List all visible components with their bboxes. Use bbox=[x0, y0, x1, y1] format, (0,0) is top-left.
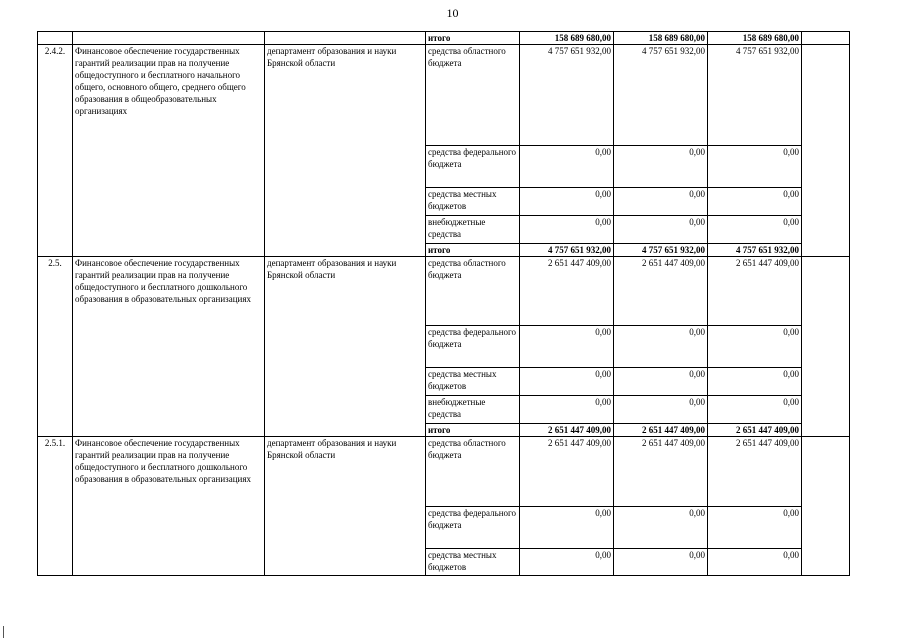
amount-cell: 4 757 651 932,00 bbox=[614, 45, 708, 146]
page-number: 10 bbox=[446, 6, 459, 20]
amount-cell: 4 757 651 932,00 bbox=[520, 244, 614, 257]
amount-cell: 0,00 bbox=[614, 368, 708, 396]
item-name: Финансовое обеспечение государственных гарантий реализации прав на получение общедоступного и бесплатного начального общего, основного общего, среднего общего образования в общеобразовательных организациях bbox=[73, 45, 265, 257]
amount-cell: 158 689 680,00 bbox=[614, 32, 708, 45]
amount-cell: 2 651 447 409,00 bbox=[614, 424, 708, 437]
source-label: итого bbox=[426, 244, 520, 257]
table-row bbox=[38, 437, 850, 507]
scan-margin-mark bbox=[3, 626, 4, 638]
source-label: средства местных бюджетов bbox=[426, 549, 520, 576]
source-label: средства федерального бюджета bbox=[426, 507, 520, 549]
amount-cell: 2 651 447 409,00 bbox=[520, 424, 614, 437]
amount-cell: 2 651 447 409,00 bbox=[708, 437, 802, 507]
source-label: итого bbox=[426, 424, 520, 437]
source-label: средства местных бюджетов bbox=[426, 188, 520, 216]
source-label: средства местных бюджетов bbox=[426, 368, 520, 396]
item-code: 2.5. bbox=[38, 257, 73, 437]
amount-cell: 0,00 bbox=[708, 326, 802, 368]
amount-cell: 0,00 bbox=[614, 549, 708, 576]
item-executor: департамент образования и науки Брянской области bbox=[265, 257, 426, 437]
amount-cell: 0,00 bbox=[520, 188, 614, 216]
item-code: 2.5.1. bbox=[38, 437, 73, 576]
amount-cell: 0,00 bbox=[708, 368, 802, 396]
amount-cell: 0,00 bbox=[614, 188, 708, 216]
amount-cell: 2 651 447 409,00 bbox=[614, 257, 708, 326]
amount-cell: 0,00 bbox=[708, 507, 802, 549]
item-name: Финансовое обеспечение государственных гарантий реализации прав на получение общедоступного и бесплатного дошкольного образования в образовательных организациях bbox=[73, 257, 265, 437]
amount-cell: 0,00 bbox=[520, 507, 614, 549]
amount-cell: 2 651 447 409,00 bbox=[708, 424, 802, 437]
amount-cell: 2 651 447 409,00 bbox=[708, 257, 802, 326]
amount-cell: 0,00 bbox=[614, 326, 708, 368]
source-label: внебюджетные средства bbox=[426, 396, 520, 424]
amount-cell: 4 757 651 932,00 bbox=[614, 244, 708, 257]
item-executor: департамент образования и науки Брянской области bbox=[265, 437, 426, 576]
source-label: средства федерального бюджета bbox=[426, 326, 520, 368]
source-label: внебюджетные средства bbox=[426, 216, 520, 244]
amount-cell: 0,00 bbox=[520, 396, 614, 424]
amount-cell: 2 651 447 409,00 bbox=[520, 257, 614, 326]
amount-cell: 0,00 bbox=[708, 188, 802, 216]
amount-cell: 0,00 bbox=[708, 549, 802, 576]
source-label: средства областного бюджета bbox=[426, 45, 520, 146]
carried-total-row bbox=[38, 32, 850, 45]
amount-cell: 0,00 bbox=[520, 146, 614, 188]
amount-cell: 158 689 680,00 bbox=[708, 32, 802, 45]
amount-cell: 2 651 447 409,00 bbox=[520, 437, 614, 507]
amount-cell: 0,00 bbox=[708, 396, 802, 424]
source-label: итого bbox=[426, 32, 520, 45]
source-label: средства федерального бюджета bbox=[426, 146, 520, 188]
item-executor: департамент образования и науки Брянской области bbox=[265, 45, 426, 257]
amount-cell: 2 651 447 409,00 bbox=[614, 437, 708, 507]
amount-cell: 0,00 bbox=[708, 216, 802, 244]
item-code: 2.4.2. bbox=[38, 45, 73, 257]
amount-cell: 158 689 680,00 bbox=[520, 32, 614, 45]
source-label: средства областного бюджета bbox=[426, 257, 520, 326]
amount-cell: 0,00 bbox=[520, 549, 614, 576]
amount-cell: 0,00 bbox=[614, 146, 708, 188]
amount-cell: 0,00 bbox=[614, 396, 708, 424]
table-row bbox=[38, 257, 850, 326]
budget-table bbox=[37, 31, 850, 576]
amount-cell: 4 757 651 932,00 bbox=[708, 45, 802, 146]
item-name: Финансовое обеспечение государственных гарантий реализации прав на получение общедоступного и бесплатного дошкольного образования в образовательных организациях bbox=[73, 437, 265, 576]
table-row bbox=[38, 45, 850, 146]
amount-cell: 0,00 bbox=[614, 507, 708, 549]
amount-cell: 0,00 bbox=[520, 216, 614, 244]
amount-cell: 0,00 bbox=[708, 146, 802, 188]
source-label: средства областного бюджета bbox=[426, 437, 520, 507]
amount-cell: 4 757 651 932,00 bbox=[708, 244, 802, 257]
amount-cell: 4 757 651 932,00 bbox=[520, 45, 614, 146]
amount-cell: 0,00 bbox=[520, 326, 614, 368]
amount-cell: 0,00 bbox=[614, 216, 708, 244]
amount-cell: 0,00 bbox=[520, 368, 614, 396]
